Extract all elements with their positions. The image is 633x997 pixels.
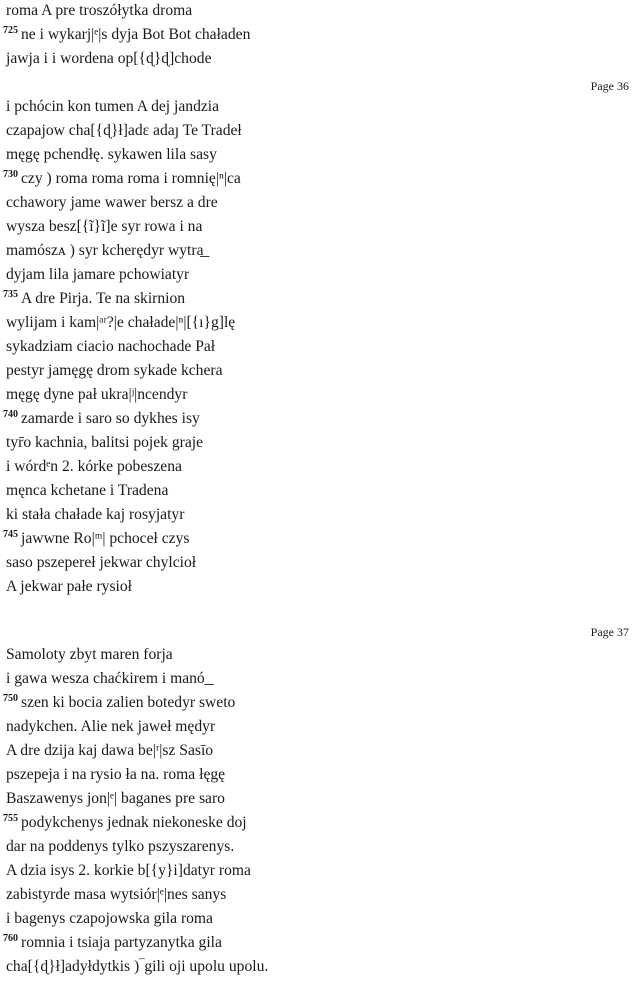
verse-line bbox=[3, 646, 173, 664]
verse-line bbox=[3, 218, 202, 236]
verse-line bbox=[3, 338, 215, 356]
verse-line bbox=[3, 122, 242, 140]
line-text: Samoloty zbyt maren forja bbox=[6, 646, 173, 663]
line-number: 755 bbox=[3, 812, 18, 824]
verse-line bbox=[3, 670, 205, 688]
verse-line bbox=[3, 314, 235, 332]
verse-line bbox=[3, 482, 168, 500]
line-text: męgę dyne pał ukra|ʲ|ncendyr bbox=[6, 386, 188, 403]
line-text: dar na poddenys tylko pszyszarenys. bbox=[6, 838, 235, 855]
line-text: podykchenys jednak niekoneske doj bbox=[21, 814, 247, 831]
verse-line bbox=[3, 386, 187, 404]
verse-line bbox=[3, 26, 250, 44]
line-text: ki stała chałade kaj rosyjatyr bbox=[6, 506, 185, 523]
verse-line bbox=[3, 838, 234, 856]
line-number: 760 bbox=[3, 932, 18, 944]
page-marker: Page 36 bbox=[590, 79, 629, 93]
verse-line bbox=[3, 362, 223, 380]
verse-line bbox=[3, 50, 212, 68]
verse-line bbox=[3, 434, 203, 452]
verse-line bbox=[3, 814, 247, 832]
verse-line bbox=[3, 2, 192, 20]
line-text: ne i wykarj|ᵉ|s dyja Bot Bot chaładen bbox=[21, 26, 251, 43]
verse-line bbox=[3, 554, 196, 572]
verse-line bbox=[3, 886, 226, 904]
line-text: zamarde i saro so dykhes isy bbox=[21, 410, 200, 427]
line-text: czapajow cha[{ɖ}ł]adɛ adaȷ Te Tradeł bbox=[6, 122, 242, 139]
line-number: 725 bbox=[3, 24, 18, 36]
line-text: Baszawenys jon|ᵉ| baganes pre saro bbox=[6, 790, 225, 807]
line-text: mamószᴀ ) syr kcherędyr wytra͟ bbox=[6, 242, 204, 259]
verse-line bbox=[3, 266, 189, 284]
line-text: roma A pre troszółytka droma bbox=[6, 2, 193, 19]
line-text: A dre Pirja. Te na skirnion bbox=[21, 290, 186, 307]
line-text: zabistyrde masa wytsiór|ᵉ|nes sanys bbox=[6, 886, 227, 903]
verse-line bbox=[3, 146, 217, 164]
line-text: pestyr jamęgę drom sykade kchera bbox=[6, 362, 223, 379]
line-number: 740 bbox=[3, 408, 18, 420]
verse-line bbox=[3, 910, 213, 928]
verse-line bbox=[3, 506, 184, 524]
verse-line bbox=[3, 862, 251, 880]
verse-line bbox=[3, 242, 204, 260]
verse-line bbox=[3, 578, 132, 596]
verse-line bbox=[3, 790, 225, 808]
verse-line bbox=[3, 410, 200, 428]
verse-line bbox=[3, 766, 225, 784]
line-text: szen ki bocia zalien botedyr sweto bbox=[21, 694, 236, 711]
line-text: cchawory jame wawer bersz a dre bbox=[6, 194, 218, 211]
verse-line bbox=[3, 934, 222, 952]
line-text: czy ) roma roma roma i romnię|ⁿ|ca bbox=[21, 170, 241, 187]
line-text: i wórdᵉn 2. kórke pobeszena bbox=[6, 458, 182, 475]
line-text: romnia i tsiaja partyzanytka gila bbox=[21, 934, 222, 951]
line-text: wysza besz[{ĩ}ĩ]e syr rowa i na bbox=[6, 218, 203, 235]
line-text: A jekwar pałe rysioł bbox=[6, 578, 133, 595]
line-text: A dre dzija kaj dawa be|ʳ|sz Sasīo bbox=[6, 742, 214, 759]
line-text: saso pszepereł jekwar chylcioł bbox=[6, 554, 197, 571]
page-marker: Page 37 bbox=[590, 625, 629, 639]
verse-line bbox=[3, 98, 219, 116]
line-text: tyr̄o kachnia, balitsi pojek graje bbox=[6, 434, 204, 451]
verse-line bbox=[3, 694, 235, 712]
line-number: 750 bbox=[3, 692, 18, 704]
line-text: cha[{ɖ}ł]adyłdytkis )‾gili oji upolu upolu. bbox=[6, 958, 269, 975]
line-text: nadykchen. Alie nek jaweł mędyr bbox=[6, 718, 216, 735]
line-text: jawja i i wordena op[{ɖ}ɖ]chode bbox=[6, 50, 212, 67]
verse-line bbox=[3, 194, 218, 212]
line-number: 730 bbox=[3, 168, 18, 180]
line-text: i pchócin kon tumen A dej jandzia bbox=[6, 98, 220, 115]
verse-line bbox=[3, 458, 182, 476]
line-text: sykadziam ciacio nachochade Pał bbox=[6, 338, 216, 355]
verse-line bbox=[3, 718, 215, 736]
line-text: dyjam lila jamare pchowiatyr bbox=[6, 266, 190, 283]
line-text: i gawa wesza chaćkirem i manó͟ bbox=[6, 670, 205, 687]
line-text: męnca kchetane i Tradena bbox=[6, 482, 169, 499]
line-text: wylijam i kam|ᵃʳ?|e chałade|ⁿ|[{ı}g]lę bbox=[6, 314, 236, 331]
line-text: męgę pchendłę. sykawen lila sasy bbox=[6, 146, 217, 163]
verse-line bbox=[3, 170, 241, 188]
verse-line bbox=[3, 742, 213, 760]
line-text: i bagenys czapojowska gila roma bbox=[6, 910, 213, 927]
line-text: A dzia isys 2. korkie b[{y}i]datyr roma bbox=[6, 862, 251, 879]
verse-line bbox=[3, 290, 185, 308]
verse-line bbox=[3, 958, 268, 976]
line-text: jawwne Ro|ᵐ| pchoceł czys bbox=[21, 530, 190, 547]
verse-line bbox=[3, 530, 189, 548]
line-text: pszepeja i na rysio ła na. roma łęgę bbox=[6, 766, 226, 783]
line-number: 745 bbox=[3, 528, 18, 540]
line-number: 735 bbox=[3, 288, 18, 300]
